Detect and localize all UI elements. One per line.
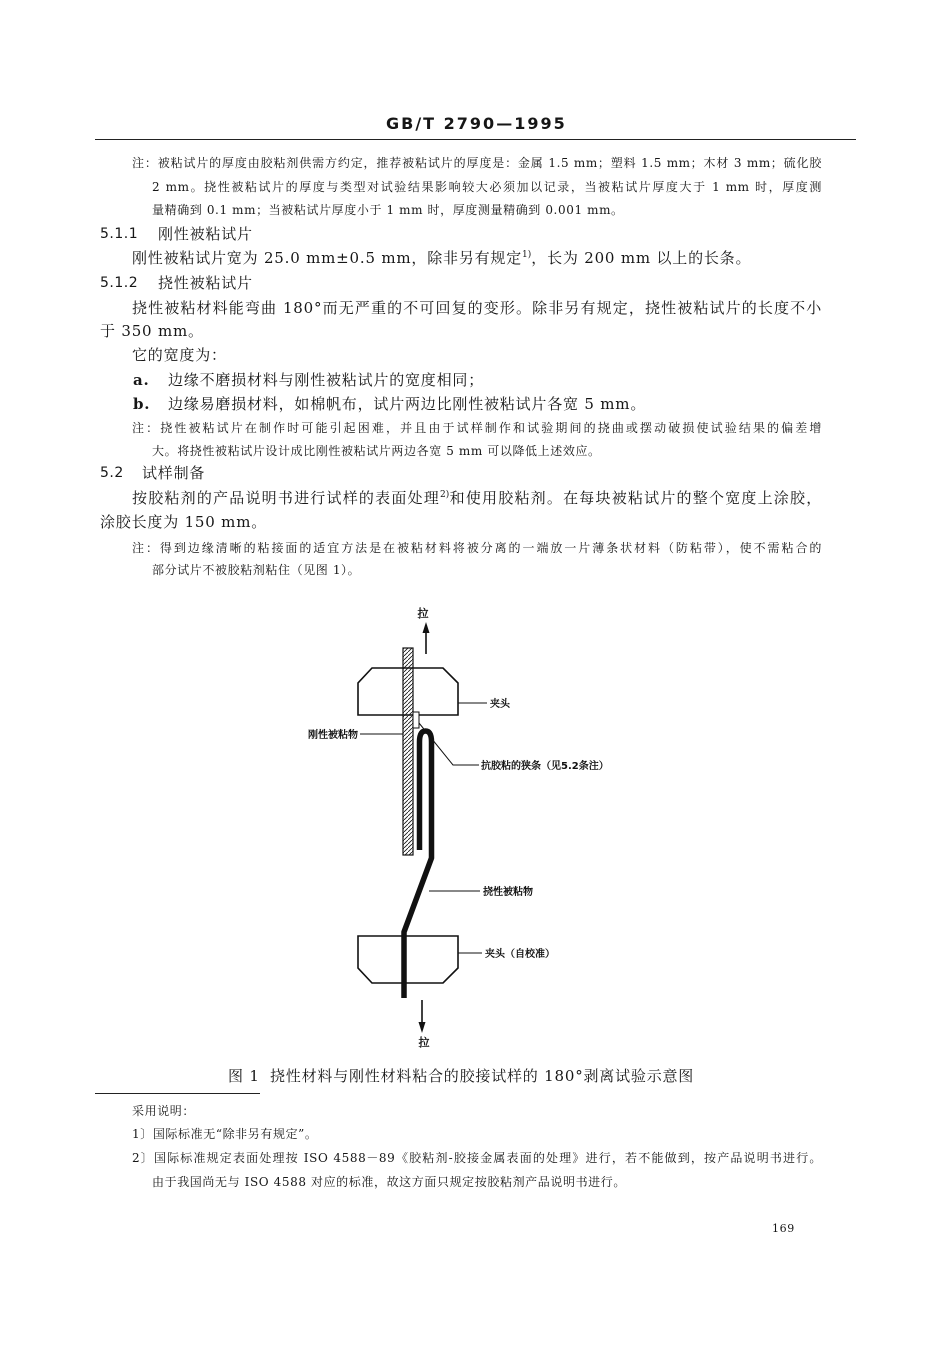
list-item-a: 边缘不磨损材料与刚性被粘试片的宽度相同；	[168, 371, 485, 389]
label-pull-bottom: 拉	[418, 1036, 430, 1049]
section-5-1-1-text	[132, 249, 751, 267]
footnote-ref-2: 2)	[439, 490, 450, 500]
rigid-adherend-strip	[403, 648, 413, 855]
note-flexible-line-2: 大。将挠性被粘试片设计成比刚性被粘试片两边各宽 5 mm 可以降低上述效应。	[152, 444, 601, 458]
section-number: 5.1.1	[100, 226, 139, 242]
text-after-ref: 和使用胶粘剂。在每块被粘试片的整个宽度上涂胶，	[449, 489, 823, 507]
list-marker-b: b.	[133, 395, 151, 413]
note-preparation-line-1: 注：得到边缘清晰的粘接面的适宜方法是在被粘材料将被分离的一端放一片薄条状材料（防粘带），使不需粘合的	[132, 541, 822, 555]
text-before-ref: 按胶粘剂的产品说明书进行试样的表面处理	[132, 489, 440, 507]
caption-number: 图 1	[228, 1067, 260, 1085]
label-rigid-adherend: 刚性被粘物	[308, 730, 358, 741]
note-thickness-line-2: 2 mm。挠性被粘试片的厚度与类型对试验结果影响较大必须加以记录，当被粘试片厚度大于 1 mm 时，厚度测	[152, 180, 822, 194]
label-top-clamp: 夹头	[490, 699, 510, 710]
label-flexible-adherend: 挠性被粘物	[483, 887, 533, 898]
section-title: 试样制备	[142, 464, 206, 482]
standard-code: GB/T 2790—1995	[386, 114, 567, 133]
footnote-rule	[95, 1093, 260, 1094]
note-thickness-line-3: 量精确到 0.1 mm；当被粘试片厚度小于 1 mm 时，厚度测量精确到 0.001 mm。	[152, 203, 624, 217]
adoption-note-2-line-1: 2〕国际标准规定表面处理按 ISO 4588－89《胶粘剂-胶接金属表面的处理》进行，若不能做到，按产品说明书进行。	[132, 1151, 822, 1165]
paragraph-line-1: 挠性被粘材料能弯曲 180°而无严重的不可回复的变形。除非另有规定，挠性被粘试片的长度不小	[132, 299, 822, 317]
label-anti-adhesive-strip: 抗胶粘的狭条（见5.2条注）	[481, 761, 609, 772]
list-item-b: 边缘易磨损材料，如棉帆布，试片两边比刚性被粘试片各宽 5 mm。	[168, 395, 647, 413]
list-marker-a: a.	[133, 371, 150, 389]
label-bottom-clamp: 夹头（自校准）	[485, 949, 555, 960]
note-preparation-line-2: 部分试片不被胶粘剂粘住（见图 1）。	[152, 563, 361, 577]
adoption-note-2-line-2: 由于我国尚无与 ISO 4588 对应的标准，故这方面只规定按胶粘剂产品说明书进行。	[152, 1175, 626, 1189]
header-rule	[95, 139, 856, 140]
section-title: 刚性被粘试片	[158, 225, 253, 243]
paragraph-line-2: 于 350 mm。	[100, 322, 204, 340]
paragraph-line-1	[132, 489, 822, 507]
caption-title: 挠性材料与刚性材料粘合的胶接试样的 180°剥离试验示意图	[270, 1067, 695, 1085]
adoption-notes-title: 采用说明：	[132, 1104, 196, 1118]
text-after-ref: ，长为 200 mm 以上的长条。	[531, 249, 752, 267]
width-intro: 它的宽度为：	[132, 346, 227, 364]
adoption-note-1: 1〕国际标准无“除非另有规定”。	[132, 1127, 318, 1141]
note-thickness-line-1: 注：被粘试片的厚度由胶粘剂供需方约定，推荐被粘试片的厚度是：金属 1.5 mm；塑料 1.5 mm；木材 3 mm；硫化胶	[132, 156, 822, 170]
section-title: 挠性被粘试片	[158, 274, 253, 292]
note-flexible-line-1: 注：挠性被粘试片在制作时可能引起困难，并且由于试样制作和试验期间的挠曲或摆动破损使试验结果的偏差增	[132, 421, 822, 435]
text-before-ref: 刚性被粘试片宽为 25.0 mm±0.5 mm，除非另有规定	[132, 249, 523, 267]
pull-down-arrow-head	[419, 1022, 426, 1033]
section-number: 5.1.2	[100, 275, 139, 291]
section-number: 5.2	[100, 465, 124, 481]
page-number: 169	[772, 1222, 795, 1235]
pull-up-arrow-head	[423, 622, 430, 633]
bottom-clamp	[358, 936, 458, 983]
paragraph-line-2: 涂胶长度为 150 mm。	[100, 513, 268, 531]
anti-adhesive-strip	[413, 712, 419, 728]
label-pull-top: 拉	[417, 607, 429, 620]
footnote-ref-1: 1)	[522, 250, 532, 260]
figure-1-diagram	[0, 590, 950, 1050]
